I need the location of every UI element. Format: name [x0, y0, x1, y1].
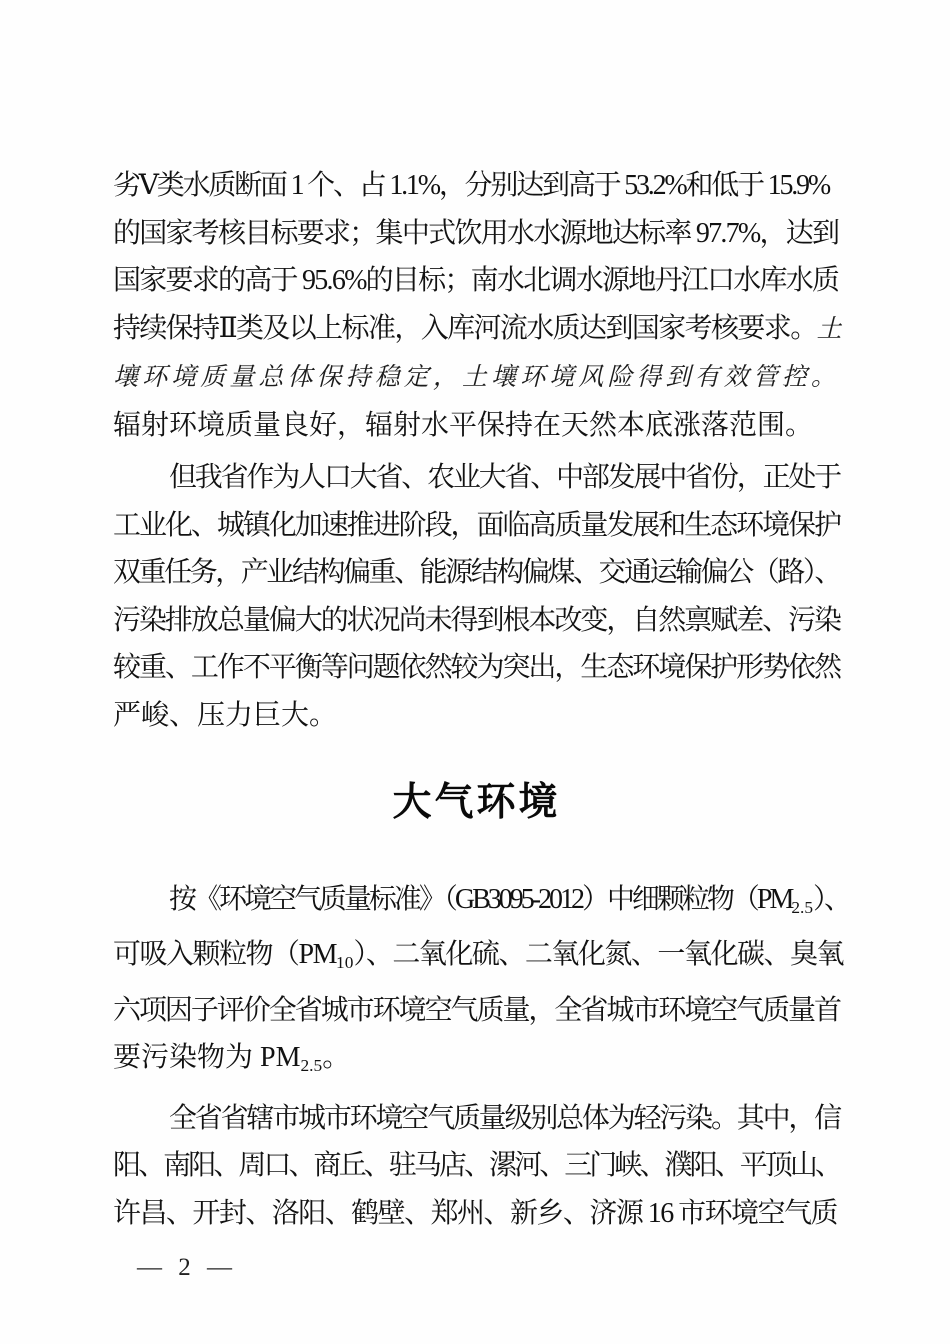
- paragraph: [113, 454, 840, 739]
- text-segment: 阳、南阳、周口、商丘、驻马店、漯河、三门峡、濮阳、平顶山、: [113, 1150, 840, 1182]
- text-segment: 的国家考核目标要求；集中式饮用水水源地达标率 97.7%，达到: [113, 217, 839, 249]
- paragraph: [113, 162, 840, 449]
- text-line: [113, 692, 840, 740]
- text-line: [113, 257, 840, 305]
- handwritten-text: 土: [816, 315, 840, 343]
- text-segment: 严峻、压力巨大。: [113, 699, 338, 731]
- text-segment: 可吸入颗粒物（PM: [113, 939, 337, 971]
- text-line: [113, 305, 840, 354]
- text-line: [113, 597, 840, 645]
- text-segment: ）、二氧化硫、二氧化氮、一氧化碳、臭氧: [353, 939, 843, 971]
- text-segment: 劣Ⅴ类水质断面 1 个、占 1.1%，分别达到高于 53.2%和低于 15.9%: [113, 170, 829, 201]
- text-segment: 许昌、开封、洛阳、鹤壁、郑州、新乡、济源 16 市环境空气质: [113, 1197, 837, 1229]
- text-segment: 污染排放总量偏大的状况尚未得到根本改变，自然禀赋差、污染: [113, 604, 840, 636]
- paragraph: [113, 876, 850, 1090]
- text-line: [113, 402, 840, 450]
- text-line: [113, 1190, 840, 1238]
- text-segment: 双重任务，产业结构偏重、能源结构偏煤、交通运输偏公（路）、: [113, 557, 840, 588]
- text-segment: 国家要求的高于 95.6%的目标；南水北调水源地丹江口水库水质: [113, 265, 839, 296]
- text-line: [113, 210, 840, 258]
- text-segment: 2.5: [791, 897, 814, 917]
- text-segment: ）、: [813, 884, 850, 915]
- text-line: [113, 931, 843, 986]
- text-segment: 较重、工作不平衡等问题依然较为突出，生态环境保护形势依然: [113, 652, 840, 683]
- text-line: [113, 549, 840, 597]
- text-line: [113, 502, 840, 550]
- text-segment: 但我省作为人口大省、农业大省、中部发展中省份，正处于: [169, 462, 840, 493]
- text-segment: 辐射环境质量良好，辐射水平保持在天然本底涨落范围。: [113, 409, 814, 441]
- text-segment: 按《环境空气质量标准》（GB3095-2012）中细颗粒物（PM: [169, 884, 792, 915]
- text-segment: 10: [336, 953, 354, 973]
- handwritten-text: 壤环境质量总体保持稳定，土壤环境风险得到有效管控。: [113, 364, 840, 391]
- text-line: [113, 987, 840, 1035]
- text-line: [113, 1142, 840, 1190]
- text-segment: 要污染物为 PM: [113, 1042, 301, 1074]
- text-line: [113, 644, 840, 692]
- paragraph: [113, 1095, 840, 1238]
- text-segment: 工业化、城镇化加速推进阶段，面临高质量发展和生态环境保护: [113, 509, 840, 541]
- text-line: [113, 1034, 840, 1089]
- text-line: [113, 876, 850, 931]
- section-heading: 大气环境: [392, 781, 561, 824]
- text-segment: 2.5: [300, 1056, 323, 1076]
- text-line: [113, 162, 840, 210]
- page-number: — 2 —: [137, 1254, 237, 1282]
- text-line: [113, 1095, 840, 1143]
- text-line: [113, 353, 840, 402]
- document-body: [113, 162, 850, 1237]
- text-segment: 持续保持Ⅱ类及以上标准，入库河流水质达到国家考核要求。: [113, 312, 817, 344]
- text-segment: 六项因子评价全省城市环境空气质量，全省城市环境空气质量首: [113, 994, 840, 1026]
- text-segment: 。: [322, 1042, 351, 1074]
- text-line: [113, 454, 840, 502]
- text-segment: 全省省辖市城市环境空气质量级别总体为轻污染。其中，信: [169, 1102, 840, 1134]
